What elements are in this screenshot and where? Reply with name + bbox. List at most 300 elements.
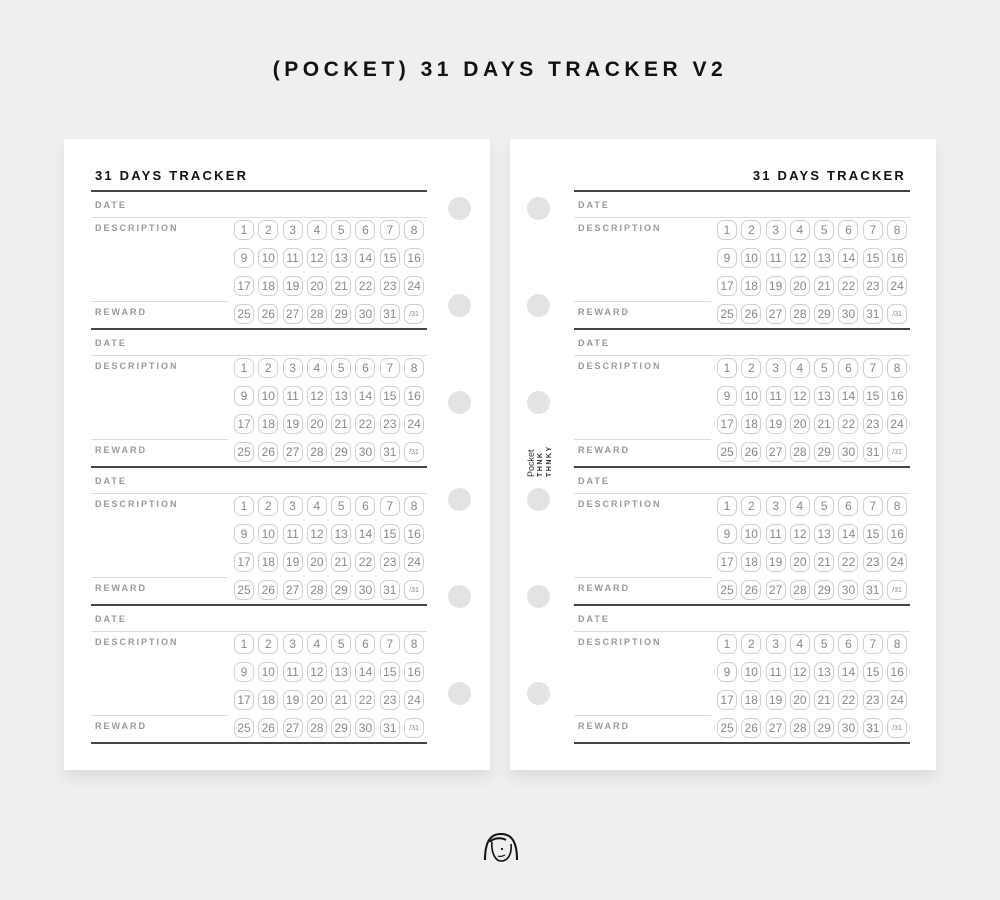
- day-checkbox[interactable]: 29: [331, 442, 351, 462]
- day-grid: [234, 634, 424, 738]
- total-count-box[interactable]: /31: [887, 442, 907, 462]
- day-checkbox[interactable]: 4: [307, 220, 327, 240]
- day-checkbox[interactable]: 17: [717, 276, 737, 296]
- day-checkbox[interactable]: 6: [355, 634, 375, 654]
- day-checkbox[interactable]: 3: [283, 358, 303, 378]
- date-divider: [91, 217, 427, 218]
- description-divider: [574, 577, 711, 578]
- day-checkbox[interactable]: 17: [234, 414, 254, 434]
- date-label: DATE: [95, 338, 127, 348]
- day-checkbox[interactable]: 6: [838, 358, 858, 378]
- day-checkbox[interactable]: 26: [741, 442, 761, 462]
- day-checkbox[interactable]: 13: [331, 386, 351, 406]
- total-count-box[interactable]: /31: [404, 442, 424, 462]
- day-grid: [717, 358, 907, 462]
- day-checkbox[interactable]: 2: [741, 220, 761, 240]
- day-checkbox[interactable]: 3: [283, 220, 303, 240]
- day-checkbox[interactable]: 14: [355, 386, 375, 406]
- day-checkbox[interactable]: 26: [258, 304, 278, 324]
- day-checkbox[interactable]: 2: [258, 496, 278, 516]
- block-bottom-rule: [91, 742, 427, 744]
- day-checkbox[interactable]: 10: [258, 248, 278, 268]
- day-checkbox[interactable]: 16: [887, 248, 907, 268]
- day-checkbox[interactable]: 14: [838, 662, 858, 682]
- tracker-block: [574, 468, 910, 606]
- day-checkbox[interactable]: 13: [814, 248, 834, 268]
- day-checkbox[interactable]: 8: [404, 358, 424, 378]
- day-checkbox[interactable]: 12: [307, 386, 327, 406]
- day-checkbox[interactable]: 7: [380, 220, 400, 240]
- day-checkbox[interactable]: 29: [331, 580, 351, 600]
- day-checkbox[interactable]: 15: [863, 524, 883, 544]
- day-checkbox[interactable]: 21: [331, 414, 351, 434]
- day-checkbox[interactable]: 30: [355, 580, 375, 600]
- date-divider: [574, 217, 910, 218]
- day-checkbox[interactable]: 1: [717, 634, 737, 654]
- day-checkbox[interactable]: 5: [814, 358, 834, 378]
- total-count-box[interactable]: /31: [404, 718, 424, 738]
- day-grid: [717, 220, 907, 324]
- day-checkbox[interactable]: 4: [790, 220, 810, 240]
- day-checkbox[interactable]: 10: [258, 662, 278, 682]
- day-checkbox[interactable]: 20: [790, 690, 810, 710]
- day-checkbox[interactable]: 27: [283, 718, 303, 738]
- page-title: 31 DAYS TRACKER: [752, 168, 906, 183]
- day-checkbox[interactable]: 5: [331, 634, 351, 654]
- day-checkbox[interactable]: 15: [380, 524, 400, 544]
- day-checkbox[interactable]: 4: [307, 358, 327, 378]
- day-checkbox[interactable]: 19: [766, 552, 786, 572]
- day-checkbox[interactable]: 20: [307, 276, 327, 296]
- day-grid: [717, 496, 907, 600]
- day-checkbox[interactable]: 30: [838, 304, 858, 324]
- day-checkbox[interactable]: 7: [380, 634, 400, 654]
- description-label: DESCRIPTION: [95, 499, 179, 509]
- date-label: DATE: [578, 200, 610, 210]
- day-checkbox[interactable]: 7: [863, 496, 883, 516]
- day-checkbox[interactable]: 1: [234, 496, 254, 516]
- day-checkbox[interactable]: 7: [380, 358, 400, 378]
- day-checkbox[interactable]: 2: [258, 358, 278, 378]
- day-checkbox[interactable]: 20: [307, 690, 327, 710]
- reward-label: REWARD: [95, 307, 147, 317]
- day-checkbox[interactable]: 9: [717, 386, 737, 406]
- day-checkbox[interactable]: 14: [838, 248, 858, 268]
- day-checkbox[interactable]: 5: [814, 634, 834, 654]
- day-checkbox[interactable]: 15: [380, 662, 400, 682]
- day-checkbox[interactable]: 8: [404, 220, 424, 240]
- day-checkbox[interactable]: 20: [307, 552, 327, 572]
- day-checkbox[interactable]: 10: [741, 662, 761, 682]
- day-checkbox[interactable]: 17: [234, 276, 254, 296]
- day-checkbox[interactable]: 25: [234, 304, 254, 324]
- day-checkbox[interactable]: 22: [355, 690, 375, 710]
- total-count-box[interactable]: /31: [887, 718, 907, 738]
- tracker-content: [91, 190, 427, 744]
- day-checkbox[interactable]: 22: [838, 414, 858, 434]
- brand-mark: [527, 433, 557, 477]
- day-checkbox[interactable]: 8: [887, 634, 907, 654]
- day-checkbox[interactable]: 19: [283, 552, 303, 572]
- day-checkbox[interactable]: 22: [838, 276, 858, 296]
- day-checkbox[interactable]: 2: [258, 634, 278, 654]
- day-checkbox[interactable]: 28: [307, 304, 327, 324]
- day-checkbox[interactable]: 28: [790, 718, 810, 738]
- day-checkbox[interactable]: 19: [283, 414, 303, 434]
- day-checkbox[interactable]: 28: [307, 718, 327, 738]
- day-checkbox[interactable]: 15: [380, 248, 400, 268]
- day-checkbox[interactable]: 18: [258, 552, 278, 572]
- day-checkbox[interactable]: 14: [838, 386, 858, 406]
- date-label: DATE: [578, 338, 610, 348]
- day-checkbox[interactable]: 11: [766, 386, 786, 406]
- day-checkbox[interactable]: 10: [258, 386, 278, 406]
- day-checkbox[interactable]: 18: [258, 690, 278, 710]
- description-divider: [574, 439, 711, 440]
- day-checkbox[interactable]: 11: [766, 662, 786, 682]
- day-checkbox[interactable]: 16: [887, 524, 907, 544]
- page-title: 31 DAYS TRACKER: [95, 168, 249, 183]
- day-checkbox[interactable]: 2: [258, 220, 278, 240]
- day-checkbox[interactable]: 22: [838, 552, 858, 572]
- day-checkbox[interactable]: 15: [863, 386, 883, 406]
- day-checkbox[interactable]: 3: [766, 634, 786, 654]
- day-checkbox[interactable]: 12: [790, 662, 810, 682]
- day-checkbox[interactable]: 30: [355, 718, 375, 738]
- day-checkbox[interactable]: 15: [863, 248, 883, 268]
- day-checkbox[interactable]: 1: [717, 220, 737, 240]
- day-checkbox[interactable]: 24: [887, 552, 907, 572]
- day-checkbox[interactable]: 5: [814, 496, 834, 516]
- day-checkbox[interactable]: 1: [234, 358, 254, 378]
- day-checkbox[interactable]: 25: [717, 580, 737, 600]
- day-checkbox[interactable]: 2: [741, 634, 761, 654]
- description-label: DESCRIPTION: [578, 361, 662, 371]
- day-checkbox[interactable]: 26: [258, 580, 278, 600]
- day-checkbox[interactable]: 27: [283, 442, 303, 462]
- day-checkbox[interactable]: 6: [355, 358, 375, 378]
- day-checkbox[interactable]: 12: [790, 248, 810, 268]
- day-checkbox[interactable]: 8: [887, 496, 907, 516]
- day-checkbox[interactable]: 19: [766, 690, 786, 710]
- day-checkbox[interactable]: 31: [380, 580, 400, 600]
- total-count-box[interactable]: /31: [404, 580, 424, 600]
- day-checkbox[interactable]: 16: [404, 662, 424, 682]
- day-checkbox[interactable]: 11: [283, 662, 303, 682]
- day-checkbox[interactable]: 21: [331, 276, 351, 296]
- day-checkbox[interactable]: 19: [766, 276, 786, 296]
- day-checkbox[interactable]: 11: [766, 524, 786, 544]
- punch-hole: [448, 585, 471, 608]
- day-checkbox[interactable]: 14: [355, 524, 375, 544]
- day-checkbox[interactable]: 16: [887, 386, 907, 406]
- day-checkbox[interactable]: 17: [717, 552, 737, 572]
- day-checkbox[interactable]: 17: [717, 690, 737, 710]
- day-checkbox[interactable]: 18: [741, 690, 761, 710]
- day-checkbox[interactable]: 18: [741, 552, 761, 572]
- day-checkbox[interactable]: 5: [814, 220, 834, 240]
- day-checkbox[interactable]: 10: [741, 248, 761, 268]
- day-checkbox[interactable]: 19: [766, 414, 786, 434]
- brand-line: THNK: [537, 451, 544, 477]
- day-checkbox[interactable]: 1: [717, 358, 737, 378]
- day-checkbox[interactable]: 14: [355, 248, 375, 268]
- day-checkbox[interactable]: 4: [790, 358, 810, 378]
- day-checkbox[interactable]: 10: [741, 524, 761, 544]
- day-checkbox[interactable]: 13: [814, 524, 834, 544]
- day-checkbox[interactable]: 23: [380, 552, 400, 572]
- day-checkbox[interactable]: 30: [838, 718, 858, 738]
- day-checkbox[interactable]: 4: [790, 634, 810, 654]
- day-checkbox[interactable]: 19: [283, 690, 303, 710]
- day-checkbox[interactable]: 26: [741, 304, 761, 324]
- day-checkbox[interactable]: 9: [717, 524, 737, 544]
- day-checkbox[interactable]: 27: [766, 442, 786, 462]
- day-checkbox[interactable]: 1: [717, 496, 737, 516]
- reward-label: REWARD: [578, 307, 630, 317]
- day-checkbox[interactable]: 16: [404, 524, 424, 544]
- day-checkbox[interactable]: 27: [283, 304, 303, 324]
- day-checkbox[interactable]: 24: [887, 690, 907, 710]
- day-checkbox[interactable]: 13: [331, 248, 351, 268]
- day-checkbox[interactable]: 27: [766, 580, 786, 600]
- day-checkbox[interactable]: 17: [234, 690, 254, 710]
- day-checkbox[interactable]: 28: [790, 580, 810, 600]
- day-checkbox[interactable]: 22: [355, 552, 375, 572]
- day-checkbox[interactable]: 23: [863, 552, 883, 572]
- reward-label: REWARD: [578, 445, 630, 455]
- main-title: (POCKET) 31 DAYS TRACKER V2: [272, 58, 728, 81]
- day-checkbox[interactable]: 27: [766, 718, 786, 738]
- day-checkbox[interactable]: 23: [863, 276, 883, 296]
- day-checkbox[interactable]: 11: [283, 248, 303, 268]
- day-checkbox[interactable]: 12: [307, 662, 327, 682]
- day-checkbox[interactable]: 1: [234, 220, 254, 240]
- block-bottom-rule: [574, 742, 910, 744]
- description-divider: [91, 301, 228, 302]
- day-checkbox[interactable]: 11: [283, 386, 303, 406]
- day-checkbox[interactable]: 19: [283, 276, 303, 296]
- day-checkbox[interactable]: 21: [331, 552, 351, 572]
- day-checkbox[interactable]: 31: [380, 718, 400, 738]
- description-divider: [574, 301, 711, 302]
- day-checkbox[interactable]: 28: [790, 304, 810, 324]
- punch-hole: [527, 391, 550, 414]
- day-checkbox[interactable]: 21: [814, 552, 834, 572]
- day-checkbox[interactable]: 3: [283, 634, 303, 654]
- day-checkbox[interactable]: 24: [887, 276, 907, 296]
- date-label: DATE: [95, 200, 127, 210]
- day-checkbox[interactable]: 11: [283, 524, 303, 544]
- day-checkbox[interactable]: 25: [234, 580, 254, 600]
- punch-hole: [527, 682, 550, 705]
- day-checkbox[interactable]: 17: [717, 414, 737, 434]
- day-checkbox[interactable]: 8: [404, 634, 424, 654]
- day-checkbox[interactable]: 13: [331, 524, 351, 544]
- day-checkbox[interactable]: 25: [717, 304, 737, 324]
- day-checkbox[interactable]: 10: [741, 386, 761, 406]
- day-checkbox[interactable]: 8: [887, 358, 907, 378]
- day-checkbox[interactable]: 9: [717, 248, 737, 268]
- day-checkbox[interactable]: 5: [331, 496, 351, 516]
- day-checkbox[interactable]: 5: [331, 358, 351, 378]
- day-checkbox[interactable]: 3: [283, 496, 303, 516]
- day-checkbox[interactable]: 9: [234, 662, 254, 682]
- day-checkbox[interactable]: 18: [741, 414, 761, 434]
- day-checkbox[interactable]: 13: [331, 662, 351, 682]
- day-checkbox[interactable]: 25: [717, 718, 737, 738]
- day-checkbox[interactable]: 31: [863, 580, 883, 600]
- day-checkbox[interactable]: 18: [258, 276, 278, 296]
- day-checkbox[interactable]: 31: [380, 304, 400, 324]
- day-checkbox[interactable]: 29: [331, 304, 351, 324]
- day-checkbox[interactable]: 21: [814, 414, 834, 434]
- day-checkbox[interactable]: 13: [814, 386, 834, 406]
- day-checkbox[interactable]: 24: [887, 414, 907, 434]
- day-checkbox[interactable]: 23: [863, 690, 883, 710]
- day-checkbox[interactable]: 2: [741, 496, 761, 516]
- day-checkbox[interactable]: 24: [404, 276, 424, 296]
- day-checkbox[interactable]: 20: [790, 552, 810, 572]
- day-checkbox[interactable]: 1: [234, 634, 254, 654]
- day-checkbox[interactable]: 8: [404, 496, 424, 516]
- description-label: DESCRIPTION: [578, 223, 662, 233]
- day-checkbox[interactable]: 18: [258, 414, 278, 434]
- day-checkbox[interactable]: 9: [717, 662, 737, 682]
- day-checkbox[interactable]: 29: [331, 718, 351, 738]
- day-checkbox[interactable]: 23: [863, 414, 883, 434]
- day-checkbox[interactable]: 20: [790, 414, 810, 434]
- day-checkbox[interactable]: 6: [355, 496, 375, 516]
- day-checkbox[interactable]: 28: [307, 442, 327, 462]
- total-count-box[interactable]: /31: [887, 304, 907, 324]
- total-count-box[interactable]: /31: [887, 580, 907, 600]
- day-checkbox[interactable]: 16: [404, 248, 424, 268]
- day-checkbox[interactable]: 26: [258, 718, 278, 738]
- date-divider: [574, 631, 910, 632]
- tracker-blocks: [91, 192, 427, 744]
- day-checkbox[interactable]: 11: [766, 248, 786, 268]
- day-checkbox[interactable]: 25: [717, 442, 737, 462]
- day-checkbox[interactable]: 4: [790, 496, 810, 516]
- day-checkbox[interactable]: 4: [307, 496, 327, 516]
- day-checkbox[interactable]: 28: [307, 580, 327, 600]
- day-checkbox[interactable]: 12: [307, 524, 327, 544]
- day-checkbox[interactable]: 22: [355, 276, 375, 296]
- day-checkbox[interactable]: 9: [234, 248, 254, 268]
- day-checkbox[interactable]: 29: [814, 304, 834, 324]
- right-page: [510, 139, 936, 770]
- day-checkbox[interactable]: 15: [863, 662, 883, 682]
- day-checkbox[interactable]: 31: [863, 304, 883, 324]
- day-checkbox[interactable]: 23: [380, 414, 400, 434]
- day-checkbox[interactable]: 7: [863, 634, 883, 654]
- day-grid: [234, 220, 424, 324]
- day-checkbox[interactable]: 25: [234, 442, 254, 462]
- day-checkbox[interactable]: 14: [355, 662, 375, 682]
- day-checkbox[interactable]: 18: [741, 276, 761, 296]
- day-checkbox[interactable]: 12: [790, 386, 810, 406]
- day-checkbox[interactable]: 6: [838, 496, 858, 516]
- day-checkbox[interactable]: 20: [307, 414, 327, 434]
- day-checkbox[interactable]: 15: [380, 386, 400, 406]
- day-checkbox[interactable]: 29: [814, 580, 834, 600]
- day-checkbox[interactable]: 30: [355, 304, 375, 324]
- day-checkbox[interactable]: 24: [404, 552, 424, 572]
- punch-hole: [527, 197, 550, 220]
- day-checkbox[interactable]: 23: [380, 690, 400, 710]
- day-checkbox[interactable]: 6: [355, 220, 375, 240]
- punch-hole: [527, 294, 550, 317]
- day-checkbox[interactable]: 21: [331, 690, 351, 710]
- day-checkbox[interactable]: 9: [234, 524, 254, 544]
- day-checkbox[interactable]: 31: [863, 718, 883, 738]
- day-checkbox[interactable]: 26: [741, 580, 761, 600]
- day-checkbox[interactable]: 5: [331, 220, 351, 240]
- day-checkbox[interactable]: 28: [790, 442, 810, 462]
- day-checkbox[interactable]: 3: [766, 220, 786, 240]
- punch-hole: [527, 488, 550, 511]
- day-checkbox[interactable]: 8: [887, 220, 907, 240]
- description-label: DESCRIPTION: [95, 637, 179, 647]
- day-checkbox[interactable]: 30: [838, 580, 858, 600]
- day-checkbox[interactable]: 29: [814, 442, 834, 462]
- day-checkbox[interactable]: 17: [234, 552, 254, 572]
- day-checkbox[interactable]: 7: [380, 496, 400, 516]
- day-checkbox[interactable]: 22: [838, 690, 858, 710]
- day-checkbox[interactable]: 10: [258, 524, 278, 544]
- date-divider: [91, 631, 427, 632]
- day-checkbox[interactable]: 9: [234, 386, 254, 406]
- day-checkbox[interactable]: 16: [404, 386, 424, 406]
- day-checkbox[interactable]: 26: [741, 718, 761, 738]
- day-checkbox[interactable]: 27: [766, 304, 786, 324]
- day-checkbox[interactable]: 30: [838, 442, 858, 462]
- left-page: [64, 139, 490, 770]
- day-checkbox[interactable]: 23: [380, 276, 400, 296]
- day-checkbox[interactable]: 4: [307, 634, 327, 654]
- day-checkbox[interactable]: 31: [380, 442, 400, 462]
- day-checkbox[interactable]: 16: [887, 662, 907, 682]
- day-checkbox[interactable]: 12: [790, 524, 810, 544]
- day-checkbox[interactable]: 6: [838, 220, 858, 240]
- day-checkbox[interactable]: 13: [814, 662, 834, 682]
- day-checkbox[interactable]: 30: [355, 442, 375, 462]
- day-checkbox[interactable]: 27: [283, 580, 303, 600]
- day-checkbox[interactable]: 22: [355, 414, 375, 434]
- day-checkbox[interactable]: 21: [814, 690, 834, 710]
- day-checkbox[interactable]: 24: [404, 414, 424, 434]
- day-checkbox[interactable]: 7: [863, 358, 883, 378]
- day-checkbox[interactable]: 25: [234, 718, 254, 738]
- day-checkbox[interactable]: 29: [814, 718, 834, 738]
- day-checkbox[interactable]: 14: [838, 524, 858, 544]
- day-checkbox[interactable]: 20: [790, 276, 810, 296]
- day-checkbox[interactable]: 3: [766, 496, 786, 516]
- day-checkbox[interactable]: 24: [404, 690, 424, 710]
- total-count-box[interactable]: /31: [404, 304, 424, 324]
- day-checkbox[interactable]: 6: [838, 634, 858, 654]
- day-checkbox[interactable]: 2: [741, 358, 761, 378]
- day-checkbox[interactable]: 7: [863, 220, 883, 240]
- day-checkbox[interactable]: 26: [258, 442, 278, 462]
- day-checkbox[interactable]: 12: [307, 248, 327, 268]
- punch-hole: [448, 197, 471, 220]
- day-checkbox[interactable]: 31: [863, 442, 883, 462]
- description-divider: [91, 715, 228, 716]
- day-checkbox[interactable]: 3: [766, 358, 786, 378]
- day-checkbox[interactable]: 21: [814, 276, 834, 296]
